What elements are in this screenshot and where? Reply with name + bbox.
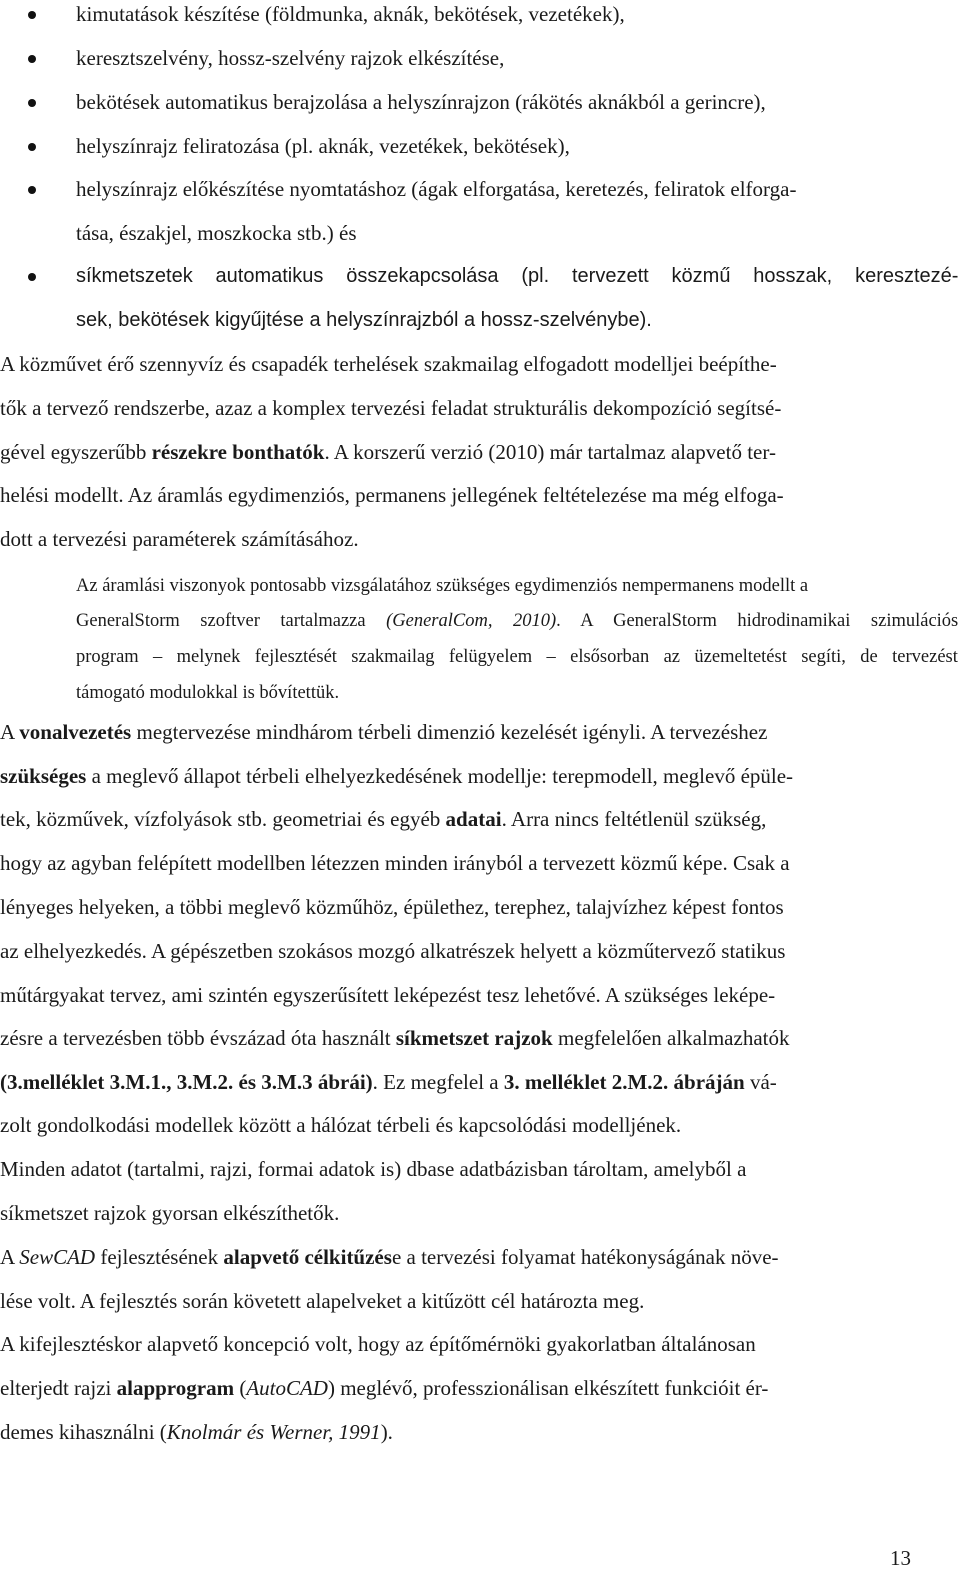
list-item-text: helyszínrajz feliratozása (pl. aknák, vezetékek, bekötések),	[76, 134, 570, 158]
text-line: zolt gondolkodási modellek között a hálózat térbeli és kapcsolódási modelljének.	[0, 1113, 682, 1137]
text-run: A	[0, 720, 20, 744]
text-line: síkmetszet rajzok gyorsan elkészíthetők.	[0, 1201, 340, 1225]
bold-text: adatai	[445, 807, 502, 831]
text-line: az elhelyezkedés. A gépészetben szokásos mozgó alkatrészek helyett a közműtervező statikus	[0, 939, 786, 963]
text-line: lényeges helyeken, a többi meglevő közműhöz, épülethez, terephez, talajvízhez képest fontos	[0, 895, 784, 919]
bullet-icon	[28, 143, 36, 151]
text-run: . A korszerű verzió (2010) már tartalmaz alapvető ter-	[324, 440, 776, 464]
list-item-text: sek, bekötések kigyűjtése a helyszínrajzból a hossz-szelvénybe).	[76, 309, 652, 331]
text-run: fejlesztésének	[95, 1245, 224, 1269]
text-run: e a tervezési folyamat hatékonyságának növe-	[391, 1245, 779, 1269]
text-line	[0, 764, 793, 788]
italic-text: AutoCAD	[246, 1376, 328, 1400]
page-number: 13	[890, 1546, 911, 1570]
bullet-icon	[28, 99, 36, 107]
text-run: . A GeneralStorm hidrodinamikai szimulációs	[556, 611, 959, 631]
text-run: zésre a tervezésben több évszázad óta használt	[0, 1026, 396, 1050]
text-run: gével egyszerűbb	[0, 440, 152, 464]
text-run: vá-	[744, 1070, 777, 1094]
text-line: támogató modulokkal is bővítettük.	[76, 683, 340, 703]
bullet-icon	[28, 11, 36, 19]
bullet-icon	[28, 273, 36, 281]
text-run: A	[0, 1245, 20, 1269]
bold-text: vonalvezetés	[19, 720, 132, 744]
text-line	[0, 1245, 779, 1269]
text-line	[0, 440, 776, 464]
text-run: . Ez megfelel a	[372, 1070, 504, 1094]
text-run: tek, közművek, vízfolyások stb. geometriai és egyéb	[0, 807, 446, 831]
text-line	[0, 720, 767, 744]
text-line	[0, 807, 766, 831]
text-line: A közművet érő szennyvíz és csapadék terhelések szakmailag elfogadott modelljei beépíthe-	[0, 352, 777, 376]
list-item-text: helyszínrajz előkészítése nyomtatáshoz (ágak elforgatása, keretezés, feliratok elforga-	[76, 177, 797, 201]
list-item-text: síkmetszetek automatikus összekapcsolása (pl. tervezett közmű hosszak, keresztezé-	[76, 265, 959, 287]
list-item-text: tása, északjel, moszkocka stb.) és	[76, 221, 357, 245]
text-run: megtervezése mindhárom térbeli dimenzió kezelését igényli. A tervezéshez	[131, 720, 768, 744]
bullet-icon	[28, 55, 36, 63]
bold-text: szükséges	[0, 764, 87, 788]
text-line: Minden adatot (tartalmi, rajzi, formai adatok is) dbase adatbázisban tároltam, amelyből a	[0, 1157, 747, 1181]
citation: Knolmár és Werner, 1991	[166, 1420, 381, 1444]
text-line: program – melynek fejlesztését szakmailag felügyelem – elsősorban az üzemeltetést segíti, de tervezést	[76, 647, 958, 667]
text-line: hogy az agyban felépített modellben létezzen minden irányból a tervezett közmű képe. Csak a	[0, 851, 790, 875]
text-run: ).	[380, 1420, 393, 1444]
text-line	[0, 1070, 777, 1094]
text-run: demes kihasználni (	[0, 1420, 167, 1444]
text-run: megfelelően alkalmazhatók	[552, 1026, 790, 1050]
text-line: lése volt. A fejlesztés során követett alapelveket a kitűzött cél határozta meg.	[0, 1289, 645, 1313]
citation: (GeneralCom, 2010)	[386, 611, 557, 631]
list-item-text: bekötések automatikus berajzolása a helyszínrajzon (rákötés aknákból a gerincre),	[76, 90, 766, 114]
italic-text: SewCAD	[19, 1245, 96, 1269]
text-line	[0, 1420, 393, 1444]
list-item-text: kimutatások készítése (földmunka, aknák, bekötések, vezetékek),	[76, 2, 625, 26]
text-line: Az áramlási viszonyok pontosabb vizsgálatához szükséges egydimenziós nempermanens modellt a	[76, 576, 809, 596]
text-run: GeneralStorm szoftver tartalmazza	[76, 611, 387, 631]
text-run: elterjedt rajzi	[0, 1376, 117, 1400]
text-run: (	[234, 1376, 247, 1400]
text-line	[0, 1376, 768, 1400]
text-line: tők a tervező rendszerbe, azaz a komplex tervezési feladat strukturális dekompozíció segítsé-	[0, 396, 782, 420]
bold-text: síkmetszet rajzok	[395, 1026, 553, 1050]
text-run: a meglevő állapot térbeli elhelyezkedésének modellje: terepmodell, meglevő épüle-	[86, 764, 794, 788]
bold-text: alapvető célkitűzés	[223, 1245, 392, 1269]
bullet-icon	[28, 186, 36, 194]
text-run: . Arra nincs feltétlenül szükség,	[501, 807, 767, 831]
text-line	[0, 1026, 789, 1050]
text-line	[76, 609, 958, 633]
text-line: dott a tervezési paraméterek számításához.	[0, 527, 359, 551]
bold-text: (3.melléklet 3.M.1., 3.M.2. és 3.M.3 ábrái)	[0, 1070, 373, 1094]
bold-text: alapprogram	[116, 1376, 235, 1400]
bold-text: részekre bonthatók	[151, 440, 325, 464]
list-item-text: keresztszelvény, hossz-szelvény rajzok elkészítése,	[76, 46, 505, 70]
bold-text: 3. melléklet 2.M.2. ábráján	[503, 1070, 745, 1094]
text-line: helési modellt. Az áramlás egydimenziós, permanens jellegének feltételezése ma még elfoga-	[0, 483, 784, 507]
text-line: A kifejlesztéskor alapvető koncepció volt, hogy az építőmérnöki gyakorlatban általánosan	[0, 1332, 756, 1356]
text-run: ) meglévő, professzionálisan elkészített funkcióit ér-	[327, 1376, 769, 1400]
text-line: műtárgyakat tervez, ami szintén egyszerűsített leképezést tesz lehetővé. A szükséges leképe-	[0, 983, 776, 1007]
